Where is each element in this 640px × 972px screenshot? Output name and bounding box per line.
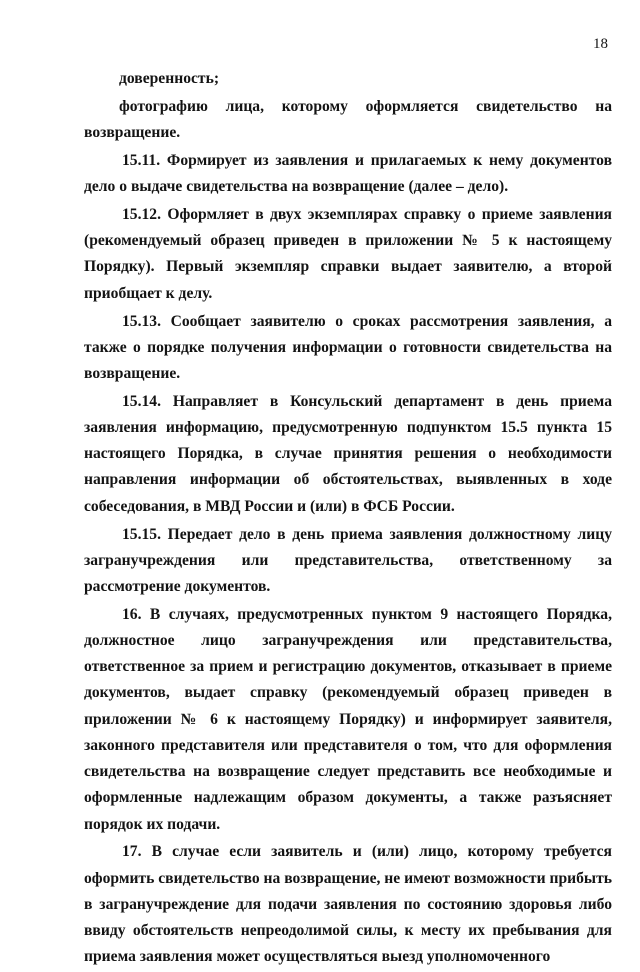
paragraph-15-12: 15.12. Оформляет в двух экземплярах справку о приеме заявления (рекомендуемый образец приведен в приложении № 5 к настоящему Порядку). Первый экземпляр справки выдает заявителю, а второй приобщает к делу. [84,206,612,302]
paragraph-15-15: 15.15. Передает дело в день приема заявления должностному лицу загранучреждения или представительства, ответственному за рассмотрение документов. [84,525,612,595]
paragraph-power-of-attorney: доверенность; [119,70,220,87]
document-body [84,66,612,972]
paragraph-15-11: 15.11. Формирует из заявления и прилагаемых к нему документов дело о выдаче свидетельства на возвращение (далее – дело). [84,151,612,196]
paragraph-15-14: 15.14. Направляет в Консульский департамент в день приема заявления информацию, предусмотренную подпунктом 15.5 пункта 15 настоящего Порядка, в случае принятия решения о необходимости направления информации об обстоятельствах, выявленных в ходе собеседования, в МВД России и (или) в ФСБ России. [84,392,612,515]
paragraph-15-13: 15.13. Сообщает заявителю о сроках рассмотрения заявления, а также о порядке получения информации о готовности свидетельства на возвращение. [84,312,612,382]
paragraph-16: 16. В случаях, предусмотренных пунктом 9 настоящего Порядка, должностное лицо загранучреждения или представительства, ответственное за прием и регистрацию документов, отказывает в приеме документов, выдает справку (рекомендуемый образец приведен в приложении № 6 к настоящему Порядку) и информирует заявителя, законного представителя или представителя о том, что для оформления свидетельства на возвращение следует представить все необходимые и оформленные надлежащим образом документы, а также разъясняет порядок их подачи. [84,605,612,833]
paragraph-17: 17. В случае если заявитель и (или) лицо, которому требуется оформить свидетельство на возвращение, не имеют возможности прибыть в загранучреждение для подачи заявления по состоянию здоровья либо ввиду обстоятельств непреодолимой силы, к месту их пребывания для приема заявления может осуществляться выезд уполномоченного [84,843,612,966]
page-number: 18 [593,36,608,52]
paragraph-photo: фотографию лица, которому оформляется свидетельство на возвращение. [84,97,612,142]
